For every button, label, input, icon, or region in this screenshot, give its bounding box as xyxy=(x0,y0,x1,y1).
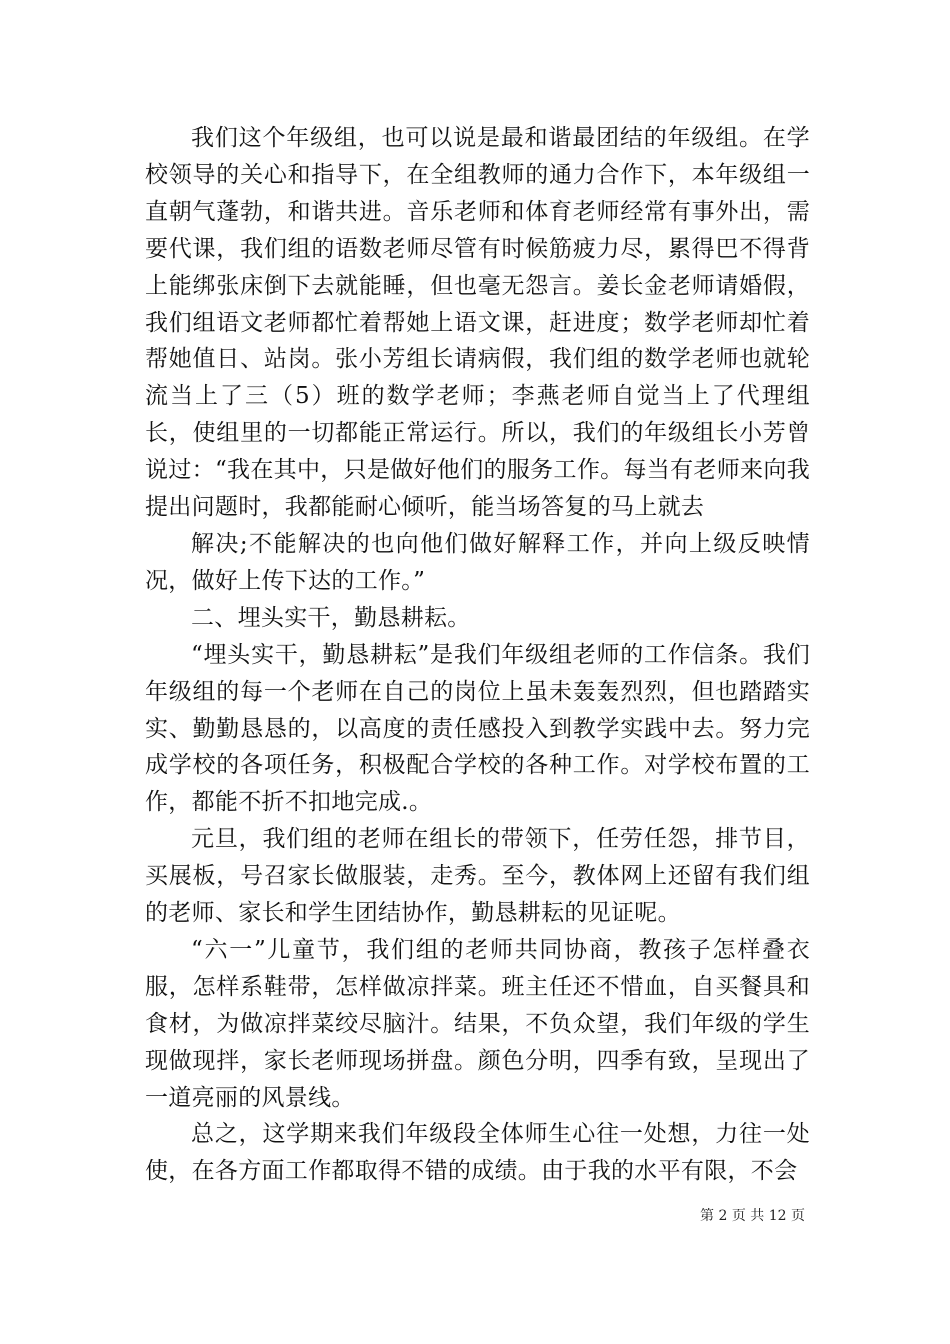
document-body xyxy=(145,120,810,1190)
paragraph: 解决;不能解决的也向他们做好解释工作，并向上级反映情况，做好上传下达的工作。” xyxy=(145,530,810,594)
page-number-footer: 第 2 页 共 12 页 xyxy=(700,1208,805,1224)
paragraph: 我们这个年级组，也可以说是最和谐最团结的年级组。在学校领导的关心和指导下，在全组教师的通力合作下，本年级组一直朝气蓬勃，和谐共进。音乐老师和体育老师经常有事外出，需要代课，我们组的语数老师尽管有时候筋疲力尽，累得巴不得背上能绑张床倒下去就能睡，但也毫无怨言。姜长金老师请婚假，我们组语文老师都忙着帮她上语文课，赶进度；数学老师却忙着帮她值日、站岗。张小芳组长请病假，我们组的数学老师也就轮流当上了三（5）班的数学老师；李燕老师自觉当上了代理组长，使组里的一切都能正常运行。所以，我们的年级组长小芳曾说过：“我在其中，只是做好他们的服务工作。每当有老师来向我提出问题时，我都能耐心倾听，能当场答复的马上就去 xyxy=(145,125,810,521)
paragraph: “埋头实干，勤恳耕耘”是我们年级组老师的工作信条。我们年级组的每一个老师在自己的岗位上虽未轰轰烈烈，但也踏踏实实、勤勤恳恳的，以高度的责任感投入到教学实践中去。努力完成学校的各项任务，积极配合学校的各种工作。对学校布置的工作，都能不折不扣地完成.。 xyxy=(145,641,810,816)
paragraph: 元旦，我们组的老师在组长的带领下，任劳任怨，排节目，买展板，号召家长做服装，走秀。至今，教体网上还留有我们组的老师、家长和学生团结协作，勤恳耕耘的见证呢。 xyxy=(145,826,810,927)
section-heading: 二、埋头实干，勤恳耕耘。 xyxy=(191,604,471,631)
paragraph: “六一”儿童节，我们组的老师共同协商，教孩子怎样叠衣服，怎样系鞋带，怎样做凉拌菜。班主任还不惜血，自买餐具和食材，为做凉拌菜绞尽脑汁。结果，不负众望，我们年级的学生现做现拌，家长老师现场拼盘。颜色分明，四季有致，呈现出了一道亮丽的风景线。 xyxy=(145,936,810,1111)
paragraph: 总之，这学期来我们年级段全体师生心往一处想，力往一处使，在各方面工作都取得不错的成绩。由于我的水平有限，不会 xyxy=(145,1121,810,1185)
